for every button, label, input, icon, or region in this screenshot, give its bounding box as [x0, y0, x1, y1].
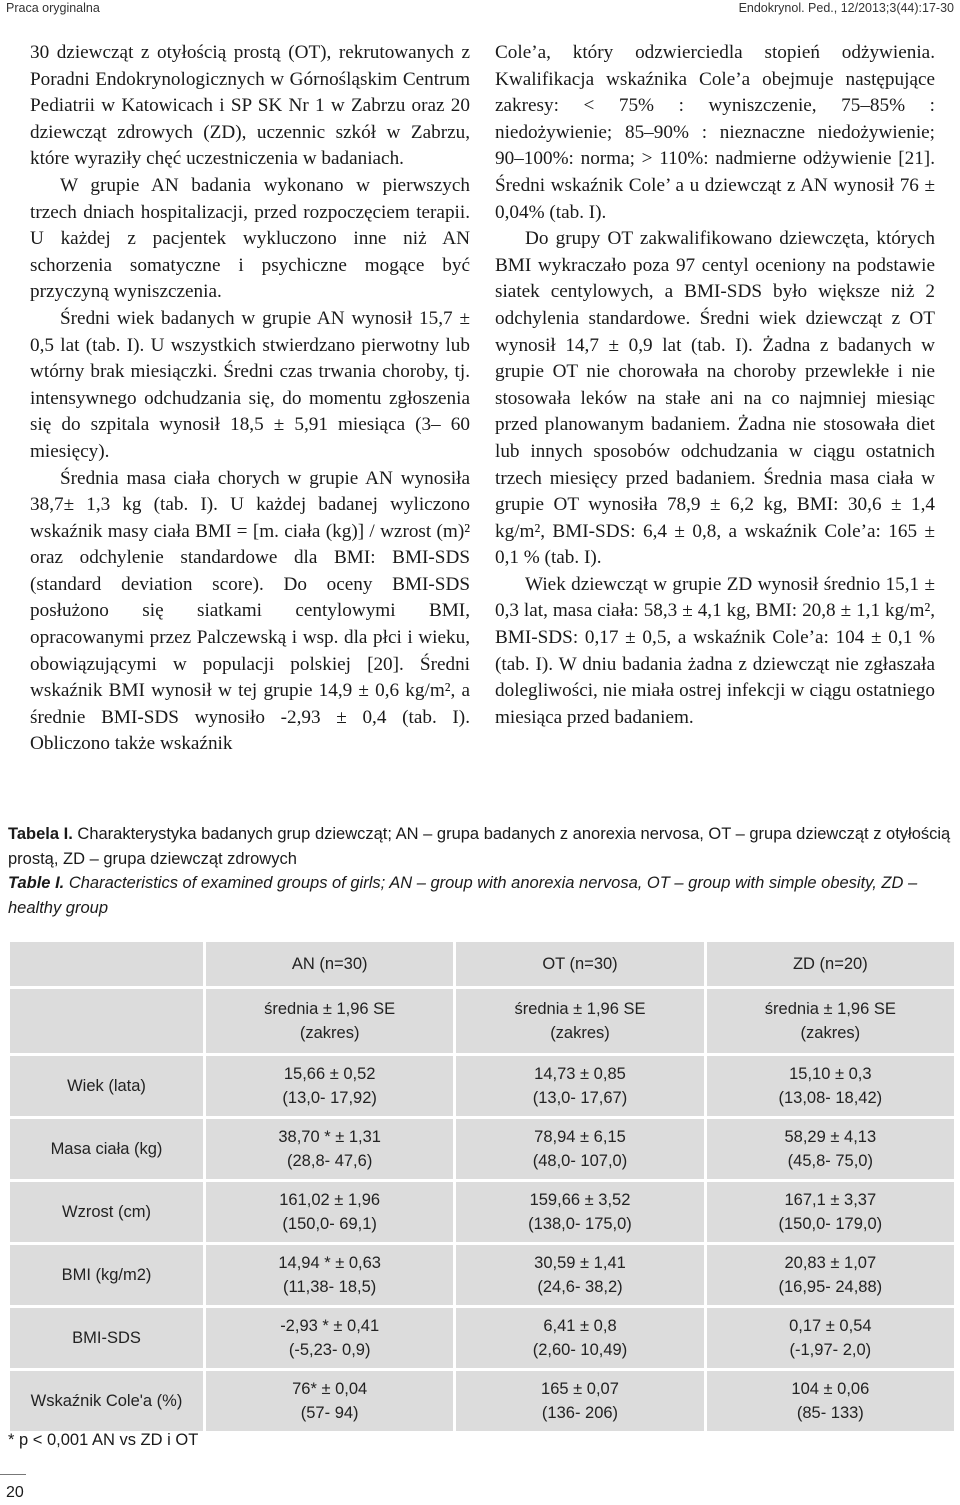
- cell-value: 76* ± 0,04: [292, 1379, 368, 1398]
- running-header: [0, 0, 960, 18]
- cell-range: (150,0- 179,0): [778, 1215, 883, 1233]
- cell-range: (16,95- 24,88): [778, 1278, 883, 1296]
- table-cell: [205, 1370, 455, 1433]
- paragraph: Wiek dziewcząt w grupie ZD wynosił średnio 15,1 ± 0,3 lat, masa ciała: 58,3 ± 4,1 kg, BMI: 20,8 ± 1,1 kg/m², BMI-SDS: 0,17 ± 0,5, a wskaźnik Cole’a: 104 ± 0,1 % (tab. I). W dniu badania żadna z dziewcząt nie zgłaszała dolegliwości, nie miała ostrej infekcji w ciągu ostatniego miesiąca przed badaniem.: [495, 573, 935, 728]
- cell-range: (13,0- 17,92): [282, 1089, 377, 1107]
- cell-value: 20,83 ± 1,07: [784, 1253, 877, 1272]
- cell-range: (-1,97- 2,0): [789, 1341, 872, 1359]
- table-cell: [705, 1370, 955, 1433]
- table-footnote: * p < 0,001 AN vs ZD i OT: [8, 1431, 199, 1449]
- caption-label: Table I.: [8, 874, 65, 892]
- paragraph: W grupie AN badania wykonano w pierwszych trzech dniach hospitalizacji, przed rozpoczęciem terapii. U każdej z pacjentek wykluczono inne niż AN schorzenia somatyczne i psychiczne mogące być przyczyną wyniszczenia.: [30, 174, 470, 303]
- table-cell: [205, 1118, 455, 1181]
- cell-range: (13,0- 17,67): [532, 1089, 628, 1107]
- stat-label: średnia ± 1,96 SE: [514, 999, 646, 1018]
- table-cell: [205, 1307, 455, 1370]
- range-label: (zakres): [800, 1024, 861, 1042]
- row-label: BMI-SDS: [9, 1307, 205, 1370]
- table-corner-cell: [9, 941, 205, 988]
- stat-label: średnia ± 1,96 SE: [764, 999, 896, 1018]
- data-table: [7, 939, 957, 1434]
- group-header: OT (n=30): [455, 941, 705, 988]
- row-label: BMI (kg/m2): [9, 1244, 205, 1307]
- group-header: ZD (n=20): [705, 941, 955, 988]
- cell-value: 14,94 * ± 0,63: [278, 1253, 381, 1272]
- page-number: 20: [6, 1484, 24, 1501]
- table-header-row: [9, 941, 956, 988]
- cell-range: (2,60- 10,49): [532, 1341, 628, 1359]
- table-cell: [455, 1118, 705, 1181]
- table-cell: [455, 1307, 705, 1370]
- cell-value: -2,93 * ± 0,41: [280, 1316, 380, 1335]
- cell-value: 15,10 ± 0,3: [789, 1064, 872, 1083]
- table-caption: [8, 822, 953, 920]
- table-cell: [455, 1055, 705, 1118]
- table-cell: [705, 1055, 955, 1118]
- row-label: Wskaźnik Cole'a (%): [9, 1370, 205, 1433]
- table-row: [9, 1370, 956, 1433]
- table-cell: [205, 1244, 455, 1307]
- caption-polish: [8, 822, 953, 871]
- paragraph: 30 dziewcząt z otyłością prostą (OT), rekrutowanych z Poradni Endokrynologicznych w Górnośląskim Centrum Pediatrii w Katowicach i SP SK Nr 1 w Zabrzu oraz 20 dziewcząt zdrowych (ZD), uczennic szkół w Zabrzu, które wyraziły chęć uczestniczenia w badaniach.: [30, 42, 470, 170]
- range-label: (zakres): [550, 1024, 610, 1042]
- cell-value: 6,41 ± 0,8: [543, 1316, 617, 1335]
- cell-range: (45,8- 75,0): [787, 1152, 873, 1170]
- stat-header: [705, 988, 955, 1055]
- table-row: [9, 1118, 956, 1181]
- stat-label: średnia ± 1,96 SE: [264, 999, 396, 1018]
- table-cell: [705, 1307, 955, 1370]
- cell-value: 58,29 ± 4,13: [784, 1127, 877, 1146]
- table-cell: [455, 1244, 705, 1307]
- table-cell: [455, 1181, 705, 1244]
- right-column: [495, 40, 935, 731]
- caption-text: Characteristics of examined groups of girls; AN – group with anorexia nervosa, OT – group with simple obesity, ZD – healthy group: [8, 874, 918, 917]
- table-cell: [705, 1181, 955, 1244]
- cell-range: (28,8- 47,6): [287, 1152, 373, 1170]
- cell-value: 159,66 ± 3,52: [529, 1190, 631, 1209]
- cell-value: 78,94 ± 6,15: [534, 1127, 626, 1146]
- cell-range: (24,6- 38,2): [537, 1278, 623, 1296]
- footer-rule: [0, 1474, 26, 1475]
- cell-range: (11,38- 18,5): [283, 1278, 377, 1296]
- left-column: [30, 40, 470, 758]
- cell-value: 15,66 ± 0,52: [283, 1064, 376, 1083]
- table-cell: [205, 1055, 455, 1118]
- stat-header: [455, 988, 705, 1055]
- cell-range: (-5,23- 0,9): [288, 1341, 371, 1359]
- cell-range: (85- 133): [796, 1404, 864, 1422]
- cell-range: (150,0- 69,1): [282, 1215, 377, 1233]
- table-row: [9, 1181, 956, 1244]
- caption-english: [8, 871, 953, 920]
- table-cell: [705, 1118, 955, 1181]
- cell-range: (48,0- 107,0): [532, 1152, 628, 1170]
- paragraph: Do grupy OT zakwalifikowano dziewczęta, których BMI wykraczało poza 97 centyl oceniony na podstawie siatek centylowych, a BMI-SDS było większe niż 2 odchylenia standardowe. Średni wiek dziewcząt z OT wynosił 14,7 ± 0,9 lat (tab. I). Żadna z badanych w grupie OT nie chorowała na choroby przewlekłe i nie stosowała leków na stałe ani na co najmniej miesiąc przed planowanym badaniem. Żadna nie stosowała diet lub innych sposobów odchudzania w ciągu ostatnich trzech miesięcy przed badaniem. Średnia masa ciała w grupie OT wynosiła 78,9 ± 6,2 kg, BMI: 30,6 ± 1,4 kg/m², BMI-SDS: 6,4 ± 0,8, a wskaźnik Cole’a: 165 ± 0,1 % (tab. I).: [495, 228, 935, 569]
- table-cell: [205, 1181, 455, 1244]
- cell-value: 0,17 ± 0,54: [789, 1316, 872, 1335]
- table-cell: [455, 1370, 705, 1433]
- article-type: Praca oryginalna: [6, 1, 100, 15]
- group-header: AN (n=30): [205, 941, 455, 988]
- cell-value: 161,02 ± 1,96: [279, 1190, 381, 1209]
- cell-value: 30,59 ± 1,41: [534, 1253, 626, 1272]
- paragraph: Cole’a, który odzwierciedla stopień odżywienia. Kwalifikacja wskaźnika Cole’a obejmuje następujące zakresy: < 75% : wyniszczenie, 75–85% : niedożywienie; 85–90% : nieznaczne niedożywienie; 90–100%: norma; > 110%: nadmierne odżywienie [21]. Średni wskaźnik Cole’ a u dziewcząt z AN wynosił 76 ± 0,04% (tab. I).: [495, 42, 935, 223]
- cell-range: (136- 206): [541, 1404, 619, 1422]
- row-label: Masa ciała (kg): [9, 1118, 205, 1181]
- stat-header: [205, 988, 455, 1055]
- cell-value: 165 ± 0,07: [541, 1379, 619, 1398]
- cell-value: 14,73 ± 0,85: [534, 1064, 626, 1083]
- paragraph: Średnia masa ciała chorych w grupie AN wynosiła 38,7± 1,3 kg (tab. I). U każdej badanej wyliczono wskaźnik masy ciała BMI = [m. ciała (kg)] / wzrost (m)² oraz odchylenie standardowe dla BMI: BMI-SDS (standard deviation score). Do oceny BMI-SDS posłużono się siatkami centylowymi BMI, opracowanymi przez Palczewską i wsp. dla płci i wieku, obowiązującymi w populacji polskiej [20]. Średni wskaźnik BMI wynosił w tej grupie 14,9 ± 0,6 kg/m², a średnie BMI-SDS wynosiło -2,93 ± 0,4 (tab. I). Obliczono także wskaźnik: [30, 467, 470, 755]
- paragraph: Średni wiek badanych w grupie AN wynosił 15,7 ± 0,5 lat (tab. I). U wszystkich stwierdzano pierwotny lub wtórny brak miesiączki. Średni czas trwania choroby, tj. intensywnego odchudzania się, do momentu zgłoszenia się do szpitala wynosił 18,5 ± 5,91 miesiąca (3– 60 miesięcy).: [30, 307, 470, 462]
- caption-text: Charakterystyka badanych grup dziewcząt; AN – grupa badanych z anorexia nervosa, OT – grupa dziewcząt z otyłością prostą, ZD – grupa dziewcząt zdrowych: [8, 825, 951, 868]
- cell-value: 104 ± 0,06: [791, 1379, 870, 1398]
- table-corner-cell: [9, 988, 205, 1055]
- range-label: (zakres): [299, 1024, 360, 1042]
- cell-value: 38,70 * ± 1,31: [278, 1127, 381, 1146]
- row-label: Wzrost (cm): [9, 1181, 205, 1244]
- table-row: [9, 1244, 956, 1307]
- cell-range: (13,08- 18,42): [778, 1089, 883, 1107]
- table-row: [9, 1307, 956, 1370]
- cell-range: (57- 94): [300, 1404, 359, 1422]
- row-label: Wiek (lata): [9, 1055, 205, 1118]
- table-row: [9, 1055, 956, 1118]
- journal-citation: Endokrynol. Ped., 12/2013;3(44):17-30: [738, 1, 954, 15]
- table-cell: [705, 1244, 955, 1307]
- cell-range: (138,0- 175,0): [528, 1215, 632, 1233]
- cell-value: 167,1 ± 3,37: [784, 1190, 877, 1209]
- caption-label: Tabela I.: [8, 825, 73, 843]
- table-subheader-row: [9, 988, 956, 1055]
